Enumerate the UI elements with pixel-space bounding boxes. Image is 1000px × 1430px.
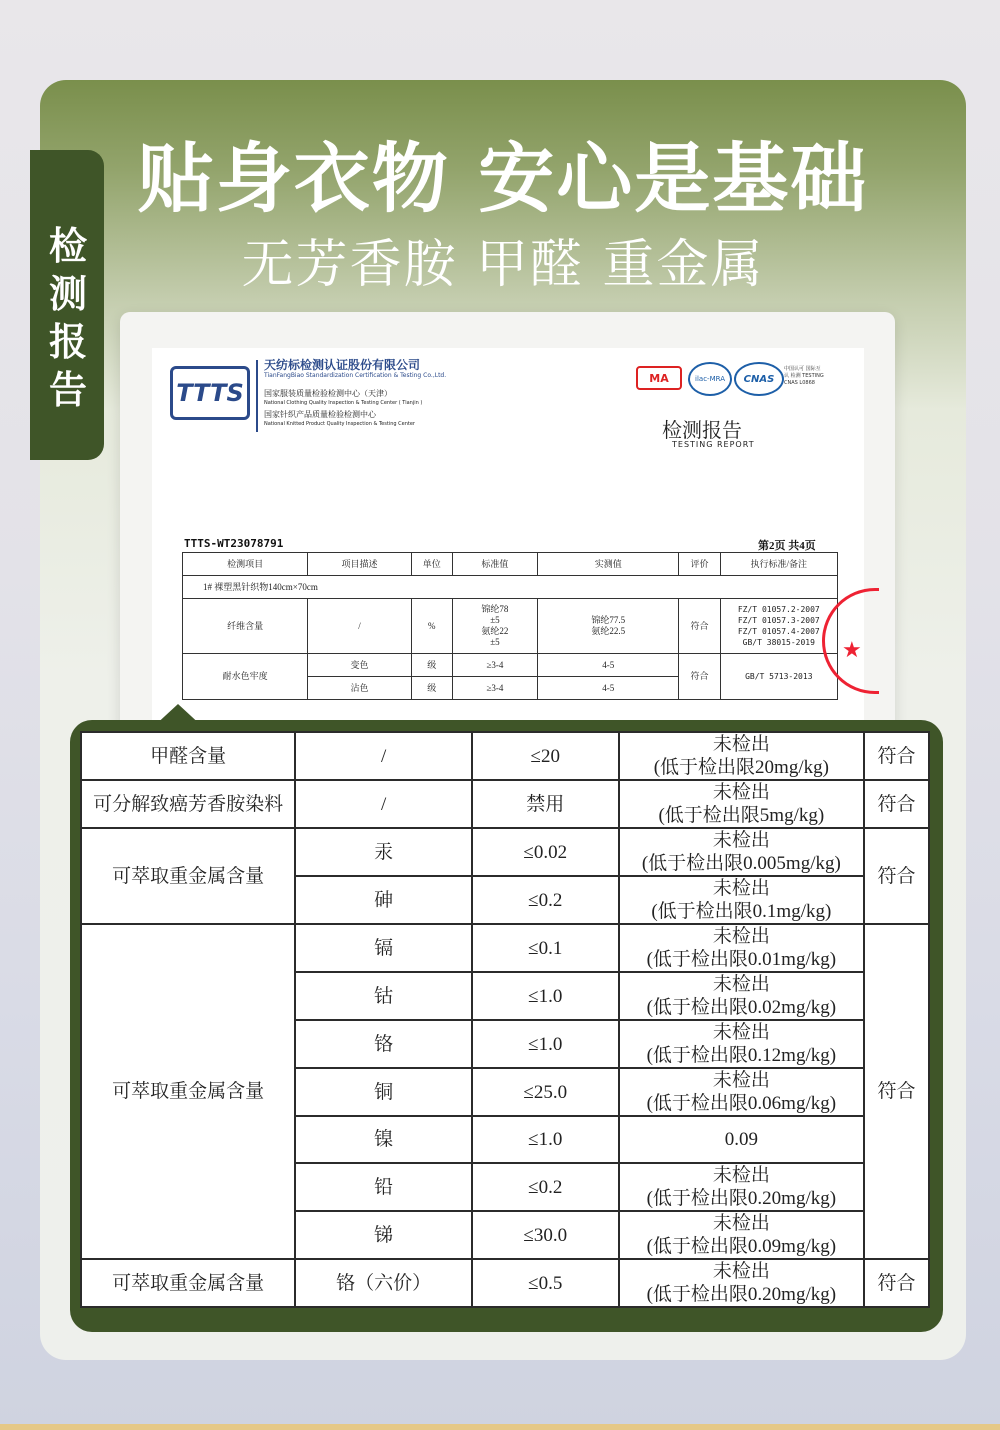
subline: 无芳香胺 甲醛 重金属 [241,235,765,295]
desc-cell: 镍 [295,1116,472,1163]
measured-main: 未检出 [712,782,770,803]
measured-cell: 0.09 [619,1116,865,1163]
company-name-en: TianFangBiao Standardization Certification & Testing Co.,Ltd. [264,372,447,379]
desc-cell: 铬 [295,1020,472,1068]
measured-note: (低于检出限5mg/kg) [658,805,825,826]
report-number: TTTS-WT23078791 [184,537,284,550]
cnas-icon: CNAS [734,362,784,396]
standard-cell: ≤0.2 [472,876,619,924]
measured-note: (低于检出限0.12mg/kg) [646,1045,837,1066]
result-cell: 符合 [864,828,929,924]
desc-cell: 铅 [295,1163,472,1211]
column-header: 执行标准/备注 [720,553,837,576]
result-cell: 符合 [864,732,929,780]
result-cell: 符合 [864,1259,929,1307]
desc-cell: 汞 [295,828,472,876]
cnas-text: 中国认可 国际互认 检测 TESTING CNAS L0868 [784,366,824,386]
page-info: 第2页 共4页 [758,540,816,552]
standard-cell: ≥3-4 [452,677,537,700]
norm-cell: GB/T 5713-2013 [720,654,837,700]
standard-cell: ≤20 [472,732,619,780]
ilac-mra-icon: ilac-MRA [688,362,732,396]
unit-cell: % [411,599,452,654]
headline: 贴身衣物 安心是基础 [137,134,869,223]
measured-main: 未检出 [712,830,770,851]
report-paper [152,348,864,748]
report-title: 检测报告 [662,418,742,442]
desc-cell: 砷 [295,876,472,924]
measured-cell [619,828,865,876]
cma-icon: MA [636,366,682,390]
column-header: 评价 [679,553,720,576]
unit-cell: 级 [411,654,452,677]
measured-cell [619,972,865,1020]
measured-note: (低于检出限0.06mg/kg) [646,1093,837,1114]
desc-cell: / [295,732,472,780]
column-header: 实测值 [538,553,679,576]
measured-main: 未检出 [712,1213,770,1234]
header-divider [256,360,258,432]
result-cell: 符合 [679,654,720,700]
measured-main: 未检出 [712,926,770,947]
desc-cell: 变色 [308,654,411,677]
table-row [81,828,929,876]
table-row [81,1259,929,1307]
center-2-en: National Knitted Product Quality Inspection & Testing Center [264,421,415,427]
measured-cell [619,1020,865,1068]
item-cell: 可萃取重金属含量 [81,924,295,1259]
measured-cell [619,1163,865,1211]
standard-cell: ≤25.0 [472,1068,619,1116]
center-2: 国家针织产品质量检验检测中心 [264,410,376,419]
standard-cell: 锦纶78 ±5 氨纶22 ±5 [452,599,537,654]
measured-note: (低于检出限0.09mg/kg) [646,1236,837,1257]
item-cell: 纤维含量 [183,599,308,654]
measured-note: (低于检出限0.20mg/kg) [646,1188,837,1209]
measured-main: 未检出 [712,734,770,755]
desc-cell: 锑 [295,1211,472,1259]
report-title-en: TESTING REPORT [672,440,755,449]
item-cell: 甲醛含量 [81,732,295,780]
desc-cell: 铜 [295,1068,472,1116]
measured-cell [619,732,865,780]
measured-cell: 锦纶77.5 氨纶22.5 [538,599,679,654]
table-row [81,780,929,828]
stamp-star-icon: ★ [842,638,862,663]
measured-note: (低于检出限0.20mg/kg) [646,1284,837,1305]
measured-main: 未检出 [712,878,770,899]
measured-cell: 4-5 [538,654,679,677]
company-name: 天纺标检测认证股份有限公司 [264,358,421,372]
result-cell: 符合 [864,780,929,828]
measured-note: (低于检出限0.005mg/kg) [641,853,841,874]
table-row [81,732,929,780]
measured-main: 未检出 [712,1022,770,1043]
standard-cell: ≤0.1 [472,924,619,972]
fiber-row [183,599,838,654]
result-cell: 符合 [864,924,929,1259]
colorfast-row [183,654,838,677]
measured-note: (低于检出限0.1mg/kg) [651,901,832,922]
measured-main: 未检出 [712,1165,770,1186]
report-table [182,552,838,700]
column-header: 项目描述 [308,553,411,576]
measured-main: 未检出 [712,974,770,995]
column-header: 检测项目 [183,553,308,576]
ttts-logo: TTTS [170,366,250,420]
center-1-en: National Clothing Quality Inspection & Testing Center ( Tianjin ) [264,400,423,406]
standard-cell: 禁用 [472,780,619,828]
sample-desc: 1# 裸塑黑针织物140cm×70cm [183,576,838,599]
result-cell: 符合 [679,599,720,654]
measured-note: (低于检出限20mg/kg) [653,757,829,778]
measured-note: (低于检出限0.02mg/kg) [646,997,837,1018]
standard-cell: ≥3-4 [452,654,537,677]
table-row [81,924,929,972]
column-header: 单位 [411,553,452,576]
desc-cell: 钴 [295,972,472,1020]
side-label: 检测报告 [48,224,87,412]
center-1: 国家服装质量检验检测中心（天津） [264,389,392,398]
desc-cell: 铬（六价） [295,1259,472,1307]
measured-cell [619,876,865,924]
standard-cell: ≤30.0 [472,1211,619,1259]
measured-cell [619,1259,865,1307]
unit-cell: 级 [411,677,452,700]
desc-cell: / [295,780,472,828]
measured-cell [619,1211,865,1259]
measured-cell: 4-5 [538,677,679,700]
measured-cell [619,924,865,972]
standard-cell: ≤1.0 [472,1020,619,1068]
item-cell: 耐水色牢度 [183,654,308,700]
table-header-row [183,553,838,576]
bottom-accent-line [0,1424,1000,1430]
item-cell: 可萃取重金属含量 [81,1259,295,1307]
measured-cell [619,1068,865,1116]
standard-cell: ≤1.0 [472,1116,619,1163]
standard-cell: ≤0.5 [472,1259,619,1307]
measured-note: (低于检出限0.01mg/kg) [646,949,837,970]
measured-main: 未检出 [712,1070,770,1091]
standard-cell: ≤0.02 [472,828,619,876]
item-cell: 可分解致癌芳香胺染料 [81,780,295,828]
column-header: 标准值 [452,553,537,576]
desc-cell: 沾色 [308,677,411,700]
sample-row [183,576,838,599]
desc-cell: / [308,599,411,654]
desc-cell: 镉 [295,924,472,972]
item-cell: 可萃取重金属含量 [81,828,295,924]
standard-cell: ≤1.0 [472,972,619,1020]
measured-main: 未检出 [712,1261,770,1282]
measured-cell [619,780,865,828]
results-table [80,731,930,1308]
norm-cell: FZ/T 01057.2-2007 FZ/T 01057.3-2007 FZ/T 01057.4-2007 GB/T 38015-2019 [720,599,837,654]
standard-cell: ≤0.2 [472,1163,619,1211]
